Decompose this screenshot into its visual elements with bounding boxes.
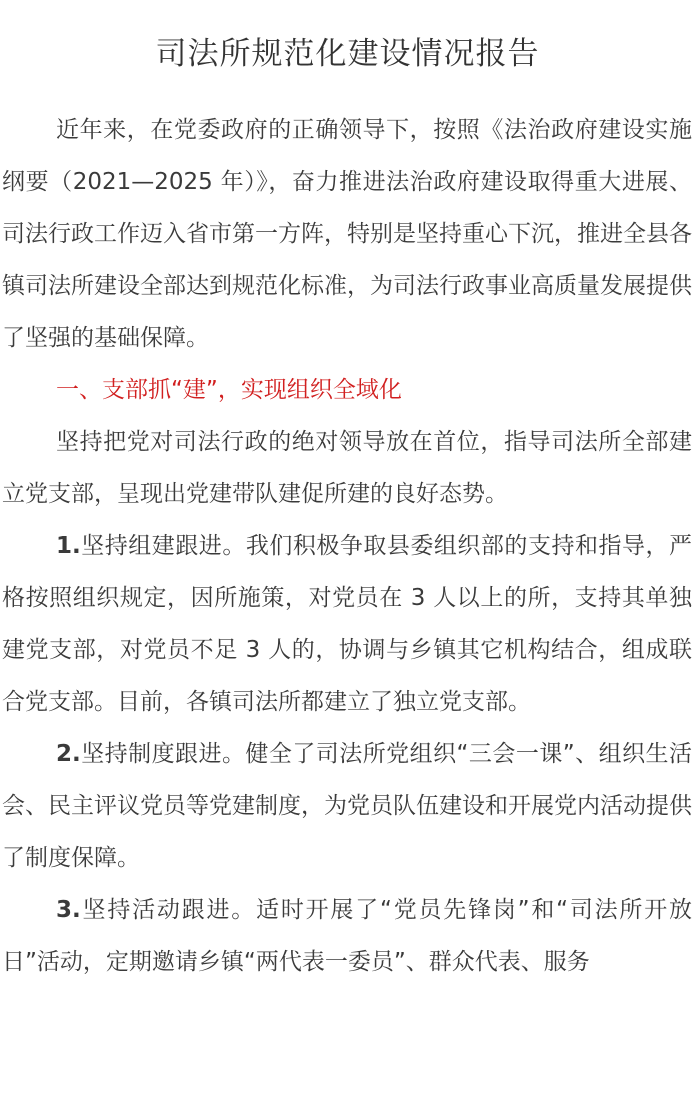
item-paragraph-1: [2, 520, 692, 728]
item-text: 坚持活动跟进。适时开展了“党员先锋岗”和“司法所开放日”活动，定期邀请乡镇“两代表一委员”、群众代表、服务: [2, 897, 692, 975]
section-heading: 一、支部抓“建”，实现组织全域化: [56, 377, 402, 403]
document-body: [2, 104, 692, 988]
document-title: 司法所规范化建设情况报告: [155, 36, 540, 72]
item-text: 坚持组建跟进。我们积极争取县委组织部的支持和指导，严格按照组织规定，因所施策，对党员在 3 人以上的所，支持其单独建党支部，对党员不足 3 人的，协调与乡镇其它机构结合，组成联合党支部。目前，各镇司法所都建立了独立党支部。: [2, 533, 692, 715]
item-number: 3.: [56, 897, 81, 923]
item-number: 1.: [56, 533, 81, 559]
item-text: 坚持制度跟进。健全了司法所党组织“三会一课”、组织生活会、民主评议党员等党建制度，为党员队伍建设和开展党内活动提供了制度保障。: [2, 741, 692, 871]
item-number: 2.: [56, 741, 81, 767]
intro-paragraph: 近年来，在党委政府的正确领导下，按照《法治政府建设实施纲要（2021—2025 年）》，奋力推进法治政府建设取得重大进展、司法行政工作迈入省市第一方阵，特别是坚持重心下沉，推进全县各镇司法所建设全部达到规范化标准，为司法行政事业高质量发展提供了坚强的基础保障。: [2, 117, 692, 351]
item-paragraph-3: [2, 884, 692, 988]
item-paragraph-2: [2, 728, 692, 884]
section-intro-paragraph: 坚持把党对司法行政的绝对领导放在首位，指导司法所全部建立党支部，呈现出党建带队建促所建的良好态势。: [2, 429, 692, 507]
